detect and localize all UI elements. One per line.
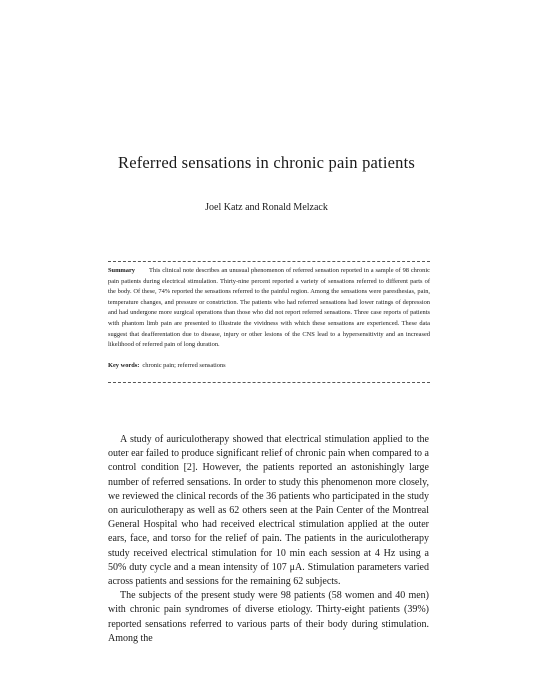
keywords-text: chronic pain; referred sensations xyxy=(142,362,226,369)
article-body xyxy=(108,433,429,646)
abstract-top-divider xyxy=(108,261,430,262)
article-title: Referred sensations in chronic pain patients xyxy=(117,153,415,172)
summary-text: This clinical note describes an unusual phenomenon of referred sensation reported in a sample of 98 chronic pain patients during electrical stimulation. Thirty-nine percent reported a variety of sensations referred to different parts of the body. Of these, 74% reported the sensations referred to the painful region. Among the sensations were paresthesias, pain, temperature changes, and pressure or constriction. The patients who had referred sensations had lower ratings of depression and had undergone more surgical operations than those who did not report referred sensations. Three case reports of patients with phantom limb pain are presented to illustrate the vividness with which these sensations are experienced. These data suggest that deafferentation due to disease, injury or other lesions of the CNS lead to a hypersensitivity and an increased likelihood of referred pain of long duration. xyxy=(108,267,430,349)
keywords-label: Key words: xyxy=(108,362,140,369)
abstract-block xyxy=(108,266,430,351)
abstract-bottom-divider xyxy=(108,382,430,383)
summary-label: Summary xyxy=(108,267,135,274)
body-paragraph-1: A study of auriculotherapy showed that electrical stimulation applied to the outer ear failed to produce significant relief of chronic pain when compared to a control condition [2]. However, the patients reported an astonishingly large number of referred sensations. In order to study this phenomenon more closely, we reviewed the clinical records of the 36 patients who participated in the study on auriculotherapy as well as 62 others seen at the Pain Center of the Montreal General Hospital who had received electrical stimulation applied at the outer ears, face, and torso for the relief of pain. The patients in the auriculotherapy study received electrical stimulation for 10 min each session at 4 Hz using a 50% duty cycle and a mean intensity of 107 μA. Stimulation parameters varied across patients and sessions for the remaining 62 subjects. xyxy=(108,434,429,588)
article-authors: Joel Katz and Ronald Melzack xyxy=(205,202,328,213)
keywords-block xyxy=(108,362,430,369)
body-paragraph-2: The subjects of the present study were 98 patients (58 women and 40 men) with chronic pain syndromes of diverse etiology. Thirty-eight patients (39%) reported sensations referred to various parts of their body during stimulation. Among the xyxy=(108,590,429,644)
